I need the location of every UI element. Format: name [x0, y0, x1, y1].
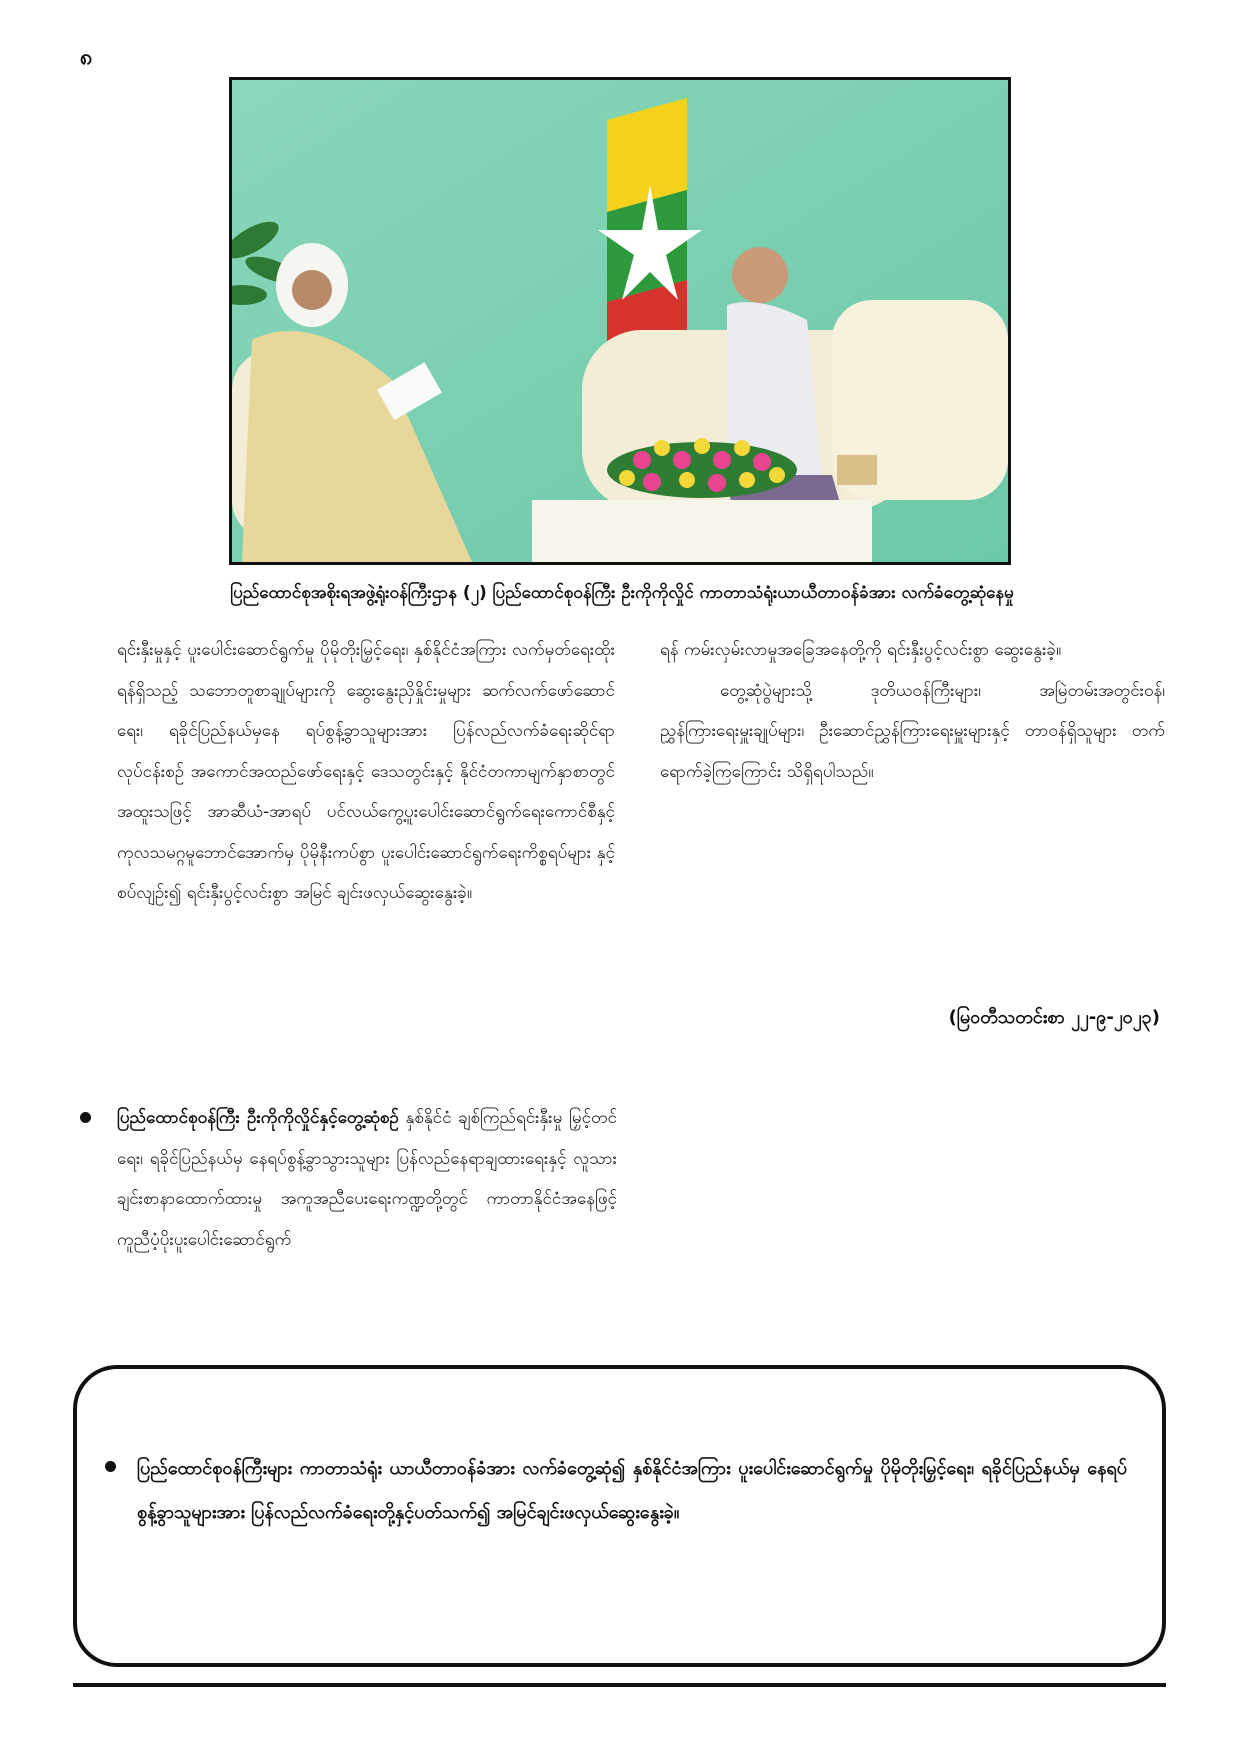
meeting-photo — [229, 77, 1011, 565]
summary-box — [73, 1365, 1166, 1667]
summary-text: ပြည်ထောင်စုဝန်ကြီးများ ကာတာသံရုံး ယာယီတာဝန်ခံအား လက်ခံတွေ့ဆုံ၍ နှစ်နိုင်ငံအကြား ပူးပေါင်းဆောင်ရွက်မှု ပိုမိုတိုးမြှင့်ရေး၊ ရခိုင်ပြည်နယ်မှ နေရပ်စွန့်ခွာသူများအား ပြန်လည်လက်ခံရေးတို့နှင့်ပတ်သက်၍ အမြင်ချင်းဖလှယ်ဆွေးနွေးခဲ့။ — [137, 1458, 1127, 1523]
left-paragraph: ရင်းနှီးမှုနှင့် ပူးပေါင်းဆောင်ရွက်မှု ပိုမိုတိုးမြှင့်ရေး၊ နှစ်နိုင်ငံအကြား လက်မှတ်ရေးထိုးရန်ရှိသည့် သဘောတူစာချုပ်များကို ဆွေးနွေးညှိနှိုင်းမှုများ ဆက်လက်ဖော်ဆောင်ရေး၊ ရခိုင်ပြည်နယ်မှနေ ရပ်စွန့်ခွာသူများအား ပြန်လည်လက်ခံရေးဆိုင်ရာလုပ်ငန်းစဉ် အကောင်အထည်ဖော်ရေးနှင့် ဒေသတွင်းနှင့် နိုင်ငံတကာမျက်နှာစာတွင် အထူးသဖြင့် အာဆီယံ-အာရပ် ပင်လယ်ကွေ့ပူးပေါင်းဆောင်ရွက်ရေးကောင်စီနှင့် ကုလသမဂ္ဂမူဘောင်အောက်မှ ပိုမိုနီးကပ်စွာ ပူးပေါင်းဆောင်ရွက်ရေးကိစ္စရပ်များ နှင့်စပ်လျဉ်း၍ ရင်းနှီးပွင့်လင်းစွာ အမြင် ချင်းဖလှယ်ဆွေးနွေးခဲ့။ — [117, 640, 615, 903]
source-citation: (မြဝတီသတင်းစာ ၂၂-၉-၂၀၂၃) — [948, 1007, 1160, 1028]
right-column — [660, 630, 1165, 792]
bullet-icon — [80, 1112, 91, 1123]
left-column — [117, 630, 615, 914]
bullet-icon — [105, 1461, 116, 1472]
right-paragraph-1: ရန် ကမ်းလှမ်းလာမှုအခြေအနေတို့ကို ရင်းနှီးပွင့်လင်းစွာ ဆွေးနွေးခဲ့။ — [660, 640, 1062, 660]
bullet-lead: ပြည်ထောင်စုဝန်ကြီး ဦးကိုကိုလှိုင်နှင့်တွေ့ဆုံစဉ် — [117, 1108, 399, 1128]
page-number: ၈ — [80, 45, 93, 70]
photo-caption: ပြည်ထောင်စုအစိုးရအဖွဲ့ရုံးဝန်ကြီးဌာန (၂) ပြည်ထောင်စုဝန်ကြီး ဦးကိုကိုလှိုင် ကာတာသံရုံးယာယီတာဝန်ခံအား လက်ခံတွေ့ဆုံနေမှု — [230, 583, 1014, 603]
bullet-text — [117, 1098, 617, 1260]
bottom-divider — [73, 1683, 1166, 1687]
bullet-body: နှစ်နိုင်ငံ ချစ်ကြည်ရင်းနှီးမှု မြှင့်တင်ရေး၊ ရခိုင်ပြည်နယ်မှ နေရပ်စွန့်ခွာသွားသူများ ပြန်လည်နေရာချထားရေးနှင့် လူသားချင်းစာနာထောက်ထားမှု အကူအညီပေးရေးကဏ္ဍတို့တွင် ကာတာနိုင်ငံအနေဖြင့် ကူညီပံ့ပိုးပူးပေါင်းဆောင်ရွက် — [117, 1108, 617, 1250]
bullet-item — [72, 1098, 617, 1260]
right-paragraph-2: တွေ့ဆုံပွဲများသို့ ဒုတိယဝန်ကြီးများ၊ အမြဲတမ်းအတွင်းဝန်၊ ညွှန်ကြားရေးမှူးချုပ်များ၊ ဦးဆောင်ညွှန်ကြားရေးမှူးများနှင့် တာဝန်ရှိသူများ တက်ရောက်ခဲ့ကြကြောင်း သိရှိရပါသည်။ — [660, 680, 1165, 782]
